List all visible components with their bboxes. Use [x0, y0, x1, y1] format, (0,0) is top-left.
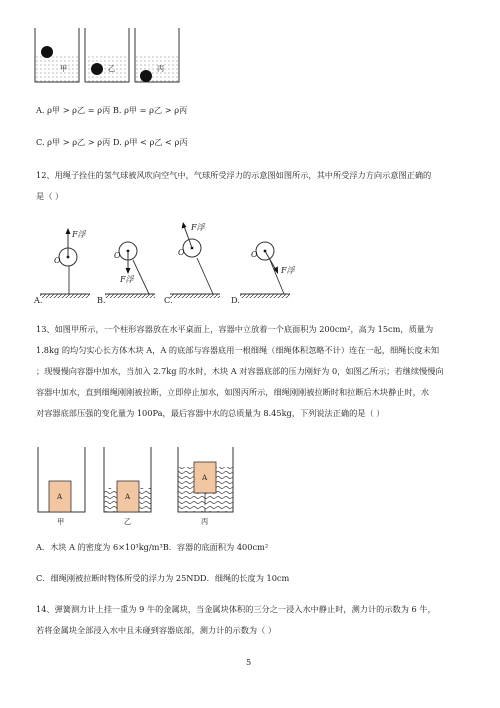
q13-option-cd: C．细绳刚被拉断时物体所受的浮力为 25NDD．细绳的长度为 10cm: [36, 573, 290, 583]
q12-a-force-label: F浮: [72, 230, 86, 239]
q14-stem-line1: 14、弹簧测力计上挂一重为 9 牛的金属块，当金属块体积的三分之一浸入水中静止时，测力计的示数为 6 牛，: [36, 604, 436, 614]
q12-diagram-c: [170, 222, 220, 298]
q12-d-point-label: O: [251, 250, 258, 259]
q13-block-label-yi: A: [125, 492, 131, 501]
q12-d-force-label: F浮: [281, 266, 295, 275]
q12-b-force-label: F浮: [120, 275, 134, 284]
q11-option-cd: C. ρ甲 > ρ乙 > ρ丙 D. ρ甲 < ρ乙 < ρ丙: [36, 137, 188, 147]
q12-option-d: D.: [231, 295, 240, 305]
q11-label-bing: 丙: [157, 64, 165, 73]
q14-stem-line2: 若将金属块全部浸入水中且未碰到容器底部，测力计的示数为（ ）: [36, 625, 277, 635]
q12-c-point-label: O: [178, 248, 185, 257]
page-number: 5: [246, 657, 252, 667]
q11-beaker-jia: [35, 28, 79, 82]
q11-label-yi: 乙: [108, 64, 116, 73]
q11-beaker-yi: [85, 28, 129, 82]
q12-b-point-label: O: [114, 251, 121, 260]
q12-a-point-label: O: [54, 256, 61, 265]
q13-stem-line2: 1.8kg 的均匀实心长方体木块 A，A 的底部与容器底用一根细绳（细绳体积忽略不计）连在一起，细绳长度未知: [36, 345, 440, 355]
q13-fig-label-jia: 甲: [57, 517, 65, 526]
q13-stem-line3: ；现慢慢向容器中加水，当加入 2.7kg 的水时，木块 A 对容器底部的压力刚好为 0，如图乙所示；若继续慢慢向: [36, 366, 444, 376]
q11-option-ab: A. ρ甲 > ρ乙 = ρ丙 B. ρ甲 = ρ乙 > ρ丙: [36, 105, 188, 115]
q12-option-b: B.: [97, 295, 106, 305]
q13-option-ab: A．木块 A 的密度为 6×10³kg/m³B．容器的底面积为 400cm²: [36, 542, 269, 552]
q13-block-label-jia: A: [57, 492, 63, 501]
q13-stem-line4: 容器中加水，直到细绳刚刚被拉断，立即停止加水，如图丙所示，细绳刚刚被拉断时和拉断后木块静止时，水: [36, 387, 430, 397]
q11-label-jia: 甲: [60, 64, 68, 73]
q12-stem-line2: 是（ ）: [36, 191, 64, 201]
q13-stem-line5: 对容器底部压强的变化量为 100Pa，最后容器中水的总质量为 8.45kg，下列说法正确的是（ ）: [36, 408, 385, 418]
q13-stem-line1: 13、如图甲所示，一个柱形容器放在水平桌面上，容器中立放着一个底面积为 200cm²，高为 15cm，质量为: [36, 324, 434, 334]
q12-option-c: C.: [164, 295, 173, 305]
q12-stem-line1: 12、用绳子拴住的氢气球被风吹向空气中，气球所受浮力的示意图如图所示，其中所受浮力方向示意图正确的: [36, 170, 432, 180]
q12-c-force-label: F浮: [191, 223, 205, 232]
q12-option-a: A.: [34, 295, 43, 305]
q11-ball-yi: [91, 63, 103, 75]
q13-block-label-bing: A: [202, 473, 208, 482]
q11-ball-jia: [41, 46, 53, 58]
q12-diagram-b: [105, 242, 155, 298]
q11-ball-bing: [140, 70, 152, 82]
q13-fig-label-bing: 丙: [201, 517, 209, 526]
q13-fig-label-yi: 乙: [124, 517, 132, 526]
